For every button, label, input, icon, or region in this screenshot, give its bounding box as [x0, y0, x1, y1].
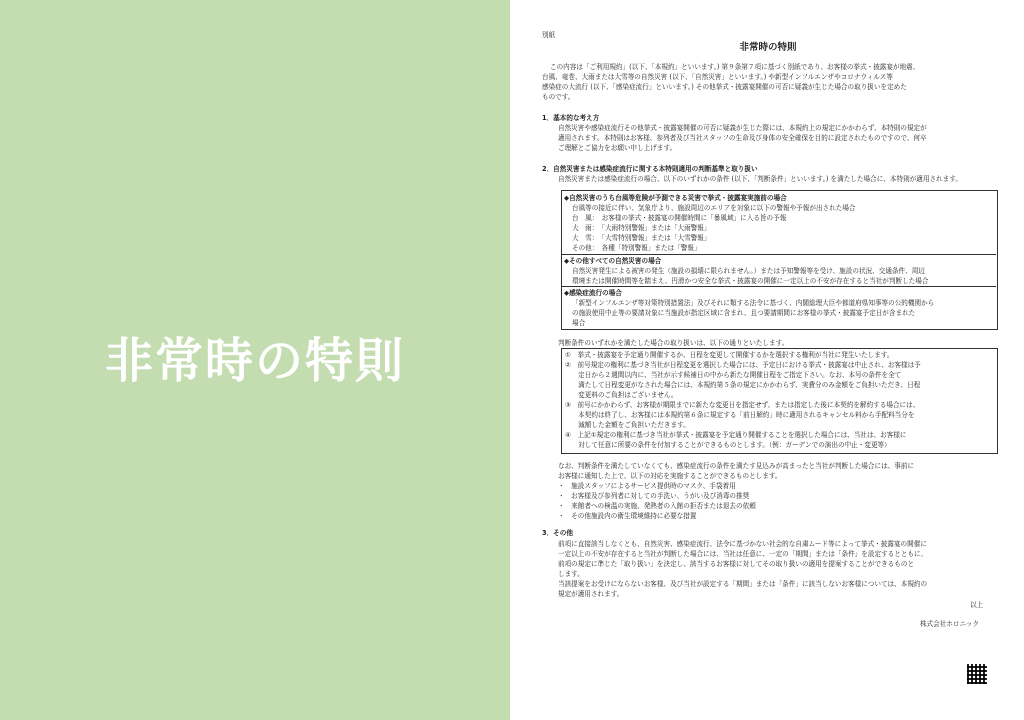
document-page	[512, 0, 1024, 720]
divider	[561, 254, 996, 255]
section1-line: ご理解とご協力をお願い申し上げます。	[558, 144, 677, 152]
handling-line: 本契約は終了し、お客様には本規約第６条に規定する「前日解約」時に適用されるキャンセル料から手配料当分を	[565, 411, 915, 419]
intro-line: ものです。	[542, 93, 575, 101]
handling-line: ② 前号規定の権利に基づき当社が日程変更を選択した場合には、予定日における挙式・披露宴は中止され、お客様は予	[565, 361, 921, 369]
cover-title: 非常時の特則	[104, 333, 405, 389]
section3-line: 一定以上の不安が存在すると当社が判断した場合には、当社は任意に、一定の「期間」または「条件」を設定するとともに、	[558, 550, 928, 558]
box1-line: 台風等の接近に伴い、気象庁より、施設周辺のエリアを対象に以下の警報や予報が出された場合	[572, 204, 856, 212]
bullet-item: ・ お客様及び参列者に対しての手洗い、うがい及び消毒の推奨	[558, 492, 750, 500]
divider	[561, 286, 996, 287]
handling-intro: 判断条件のいずれかを満たした場合の取り扱いは、以下の通りといたします。	[558, 339, 789, 347]
handling-line: ④ 上記①規定の権利に基づき当社が挙式・披露宴を予定通り開催することを選択した場合には、当社は、お客様に	[565, 431, 907, 439]
box1-line: ◆自然災害のうち台風等危険が予測できる災害で挙式・披露宴実施前の場合	[564, 194, 787, 202]
intro-line: この内容は「ご利用規約」(以下、「本規約」といいます。) 第９条第７項に基づく別紙であり、お客様の挙式・披露宴が地震、	[550, 63, 920, 71]
section1-heading: 1．基本的な考え方	[542, 114, 600, 122]
box2-line: 環境または開催時間等を踏まえ、円滑かつ安全な挙式・披露宴の開催に一定以上の不安が存在すると当社が判断した場合	[572, 277, 929, 285]
handling-line: ① 挙式・披露宴を予定通り開催するか、日程を変更して開催するかを選択する権利が当社に発生いたします。	[565, 351, 894, 359]
handling-line: 定日から２週間以内に、当社が示す候補日の中から新たな開催日程をご指定下さい。なお、本号の条件を全て	[565, 371, 902, 379]
cover-panel	[0, 0, 510, 720]
handling-line: 満たして日程変更がなされた場合には、本規約第５条の規定にかかわらず、実費分のみ金額をご負担いただき、日程	[565, 381, 921, 389]
annex-label: 別紙	[542, 31, 556, 39]
bullet-item: ・ 施設スタッフによるサービス提供時のマスク、手袋着用	[558, 482, 736, 490]
section3-line: 前項の規定に準じた「取り扱い」を決定し、該当するお客様に対してその取り扱いの適用を提案することができるものと	[558, 560, 915, 568]
box3-line: ◆感染症流行の場合	[564, 289, 622, 297]
section3-line: 当該提案をお受けにならないお客様、及び当社が設定する「期間」または「条件」に該当しないお客様については、本規約の	[558, 580, 928, 588]
box2-line: ◆その他すべての自然災害の場合	[564, 257, 662, 265]
section2-intro: 自然災害または感染症流行の場合、以下のいずれかの条件 (以下、「判断条件」といいます。) を満たした場合に、本特則が適用されます。	[558, 175, 962, 183]
note-line: なお、判断条件を満たしていなくても、感染症流行の条件を満たす見込みが高まったと当社が判断した場合には、事前に	[558, 462, 915, 470]
section3-heading: 3．その他	[542, 529, 573, 537]
box3-line: 場合	[572, 319, 586, 327]
intro-line: 感染症の大流行 (以下、「感染症流行」といいます。) その他挙式・披露宴開催の可否に疑義が生じた場合の取り扱いを定めた	[542, 83, 907, 91]
handling-line: ③ 前号にかかわらず、お客様が期限までに新たな変更日を指定せず、または指定した後に本契約を解約する場合には、	[565, 401, 920, 409]
box3-line: 「新型インフルエンザ等対策特別措置法」及びそれに類する法令に基づく、内閣総理大臣や都道府県知事等の公的機関から	[572, 299, 935, 307]
box1-line: 大 雨： 「大雨特別警報」または「大雨警報」	[572, 224, 711, 232]
box2-line: 自然災害発生による被害の発生（施設の損壊に限られません。）または予知警報等を受け、施設の状況、交通条件、周辺	[572, 267, 925, 275]
closing-mark: 以上	[970, 601, 984, 609]
bullet-item: ・ その他施設内の衛生環境維持に必要な措置	[558, 512, 697, 520]
qr-code-icon	[967, 664, 987, 684]
intro-line: 台風、竜巻、大雨または大雪等の自然災害 (以下、「自然災害」といいます。) や新型インフルエンザやコロナウィルス等	[542, 73, 893, 81]
handling-line: 対して任意に所要の条件を付加することができるものとします。（例：ガーデンでの演出の中止・変更等）	[565, 441, 891, 449]
section3-line: 規定が適用されます。	[558, 590, 624, 598]
section2-heading: 2．自然災害または感染症流行に関する本特則適用の判断基準と取り扱い	[542, 165, 758, 173]
section3-line: 前項に直接該当しなくとも、自然災害、感染症流行、法令に基づかない社会的な自粛ムード等によって挙式・披露宴の開催に	[558, 540, 927, 548]
handling-line: 変更料のご負担はございません。	[565, 391, 678, 399]
handling-line: 減額した金額をご負担いただきます。	[565, 421, 690, 429]
box1-line: その他： 各種「特別警報」または「警報」	[572, 244, 701, 252]
box3-line: の施設使用中止等の要請対象に当施設が指定区域に含まれ、且つ要請期間にお客様の挙式・披露宴予定日が含まれた	[572, 309, 916, 317]
bullet-item: ・ 来館者への検温の実施、発熱者の入館の拒否または退去の依頼	[558, 502, 756, 510]
section1-line: 自然災害や感染症流行その他挙式・披露宴開催の可否に疑義が生じた際には、本規約上の規定にかかわらず、本特則の規定が	[558, 124, 927, 132]
note-line: お客様に通知した上で、以下の対応を実施することができるものとします。	[558, 472, 782, 480]
document-heading: 非常時の特則	[739, 42, 797, 53]
company-name: 株式会社ホロニック	[920, 620, 980, 628]
section1-line: 適用されます。本特則はお客様、参列者及び当社スタッフの生命及び身体の安全確保を目的に設定されたものですので、何卒	[558, 134, 927, 142]
section3-line: します。	[558, 570, 584, 578]
box1-line: 台 風： お客様の挙式・披露宴の開催時間に「暴風域」に入る旨の予報	[572, 214, 787, 222]
box1-line: 大 雪： 「大雪特別警報」または「大雪警報」	[572, 234, 711, 242]
